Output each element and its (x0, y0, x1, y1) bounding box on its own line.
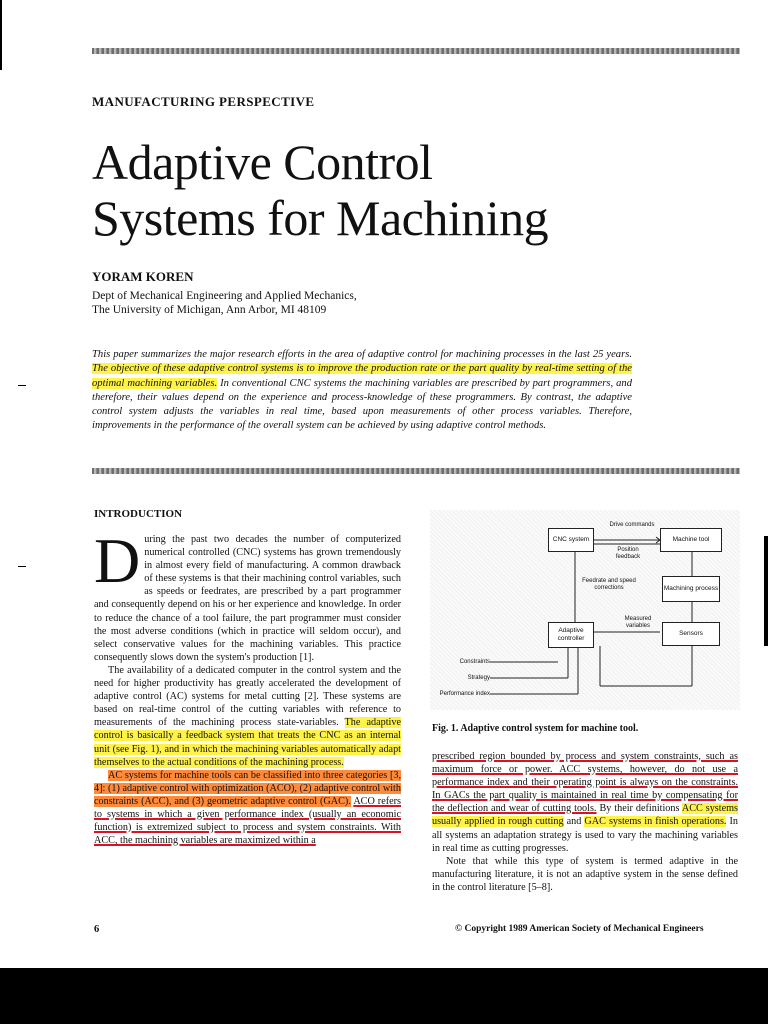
label-feedrate-corrections: Feedrate and speed corrections (582, 578, 636, 591)
margin-mark (18, 566, 26, 567)
column-right (432, 750, 738, 894)
abstract-part-3: In conventional CNC systems the machining variables are prescribed by part programmers, and therefore, their values depend on the experience and process-knowledge of these programmers. By contrast, the adaptive control system adjusts the variables in real time, based upon measurements of other process variables. Therefore, improvements in the performance of the overall system can be achieved by using adaptive control methods. (92, 377, 632, 432)
scan-edge-mark-right (764, 536, 768, 646)
affiliation-line-2: The University of Michigan, Ann Arbor, MI 48109 (92, 304, 327, 316)
box-adaptive-controller: Adaptive controller (548, 622, 594, 648)
margin-mark (18, 385, 26, 386)
underlined-text: prescribed region bounded by process and system constraints, such as maximum force or power. ACC systems, however, do not use a performance index and their operating point is always on the constraints. In GACs the part quality is maintained in real time by compensating for the deflection and wear of cutting tools. (432, 751, 738, 815)
intro-paragraph-3 (94, 769, 401, 848)
abstract (92, 348, 632, 434)
affiliation (92, 289, 357, 317)
intro-text: uring the past two decades the number of computerized numerical controlled (CNC) systems has grown tremendously in almost every field of manufacturing. A common drawback of these systems is that their machining control variables, such as speeds or feedrates, are prescribed by a part programmer and consequently depend on his or her experience and knowledge. In order to reduce the chance of a tool failure, the part programmer must consider the most adverse conditions (which in practice will seldom occur), and select conservative values for the machining variables. This practice consequently slows down the system's production [1]. (94, 534, 401, 663)
body-text: By their definitions (599, 803, 680, 815)
label-strategy: Strategy (467, 675, 490, 681)
page-number: 6 (94, 924, 100, 935)
body-text: In all systems an adaptation strategy is used to vary the machining variables in real time as cutting progresses. (432, 816, 738, 854)
figure-diagram (430, 510, 740, 710)
label-constraints: Constraints (459, 659, 490, 665)
body-text: and (566, 816, 582, 828)
title-line-1: Adaptive Control (92, 134, 433, 190)
figure-caption: Fig. 1. Adaptive control system for machine tool. (432, 723, 639, 734)
author-name: YORAM KOREN (92, 269, 194, 284)
label-drive-commands: Drive commands (609, 522, 655, 528)
underlined-text: ACO refers to systems in which a given performance index (usually an economic function) is extremized subject to process and system constraints. With ACC, the machining variables are maximized within a (94, 795, 401, 847)
abstract-part-1: This paper summarizes the major research efforts in the area of adaptive control for machining processes in the last 25 years. (92, 349, 632, 360)
intro-paragraph-2 (94, 664, 401, 769)
abstract-rule (92, 468, 740, 474)
section-label: MANUFACTURING PERSPECTIVE (92, 94, 315, 109)
box-machining-process: Machining process (662, 576, 720, 602)
column-left (94, 525, 401, 847)
right-paragraph-1 (432, 750, 738, 855)
scan-bottom-band (0, 968, 768, 1024)
highlight-yellow: The adaptive control is basically a feedback system that treats the CNC as an internal unit (see Fig. 1), and in which the machining variables automatically adapt themselves to the actual conditions of the machining process. (94, 717, 401, 768)
drop-cap: D (94, 525, 141, 596)
scan-edge-mark (0, 0, 2, 70)
right-paragraph-2: Note that while this type of system is termed adaptive in the manufacturing literature, it is not an adaptive system in the sense defined in the control literature [5–8]. (432, 855, 738, 893)
highlight-orange: AC systems for machine tools can be classified into three categories [3, 4]: (1) adaptive control with optimization (ACO), (2) adaptive control with constraints (ACC), and (3) geometric adaptive control (GAC). (94, 769, 401, 807)
copyright-notice: © Copyright 1989 American Society of Mechanical Engineers (455, 924, 704, 934)
label-performance-index: Performance index (439, 691, 490, 697)
label-position-feedback: Position feedback (615, 547, 641, 560)
highlight-yellow: ACC systems usually applied in rough cutting (432, 803, 739, 828)
top-rule (92, 48, 740, 54)
section-heading-introduction: INTRODUCTION (94, 508, 183, 520)
intro-paragraph-1 (94, 525, 401, 664)
box-cnc-system: CNC system (548, 528, 594, 552)
box-machine-tool: Machine tool (660, 528, 722, 552)
title-line-2: Systems for Machining (92, 190, 549, 246)
highlight-yellow: GAC systems in finish operations. (584, 816, 727, 828)
intro-text: The availability of a dedicated computer in the control system and the need for higher productivity has greatly accelerated the development of adaptive control (AC) systems for metal cutting [2]. These systems are based on real-time control of the cutting variables with reference to measurements of the machining process state-variables. (94, 664, 401, 729)
abstract-highlight: The objective of these adaptive control systems is to improve the production rate or the part quality by real-time setting of the optimal machining variables. (92, 363, 632, 389)
box-sensors: Sensors (662, 622, 720, 646)
affiliation-line-1: Dept of Mechanical Engineering and Applied Mechanics, (92, 290, 357, 302)
label-measured-variables: Measured variables (624, 616, 652, 629)
article-title (92, 134, 548, 246)
